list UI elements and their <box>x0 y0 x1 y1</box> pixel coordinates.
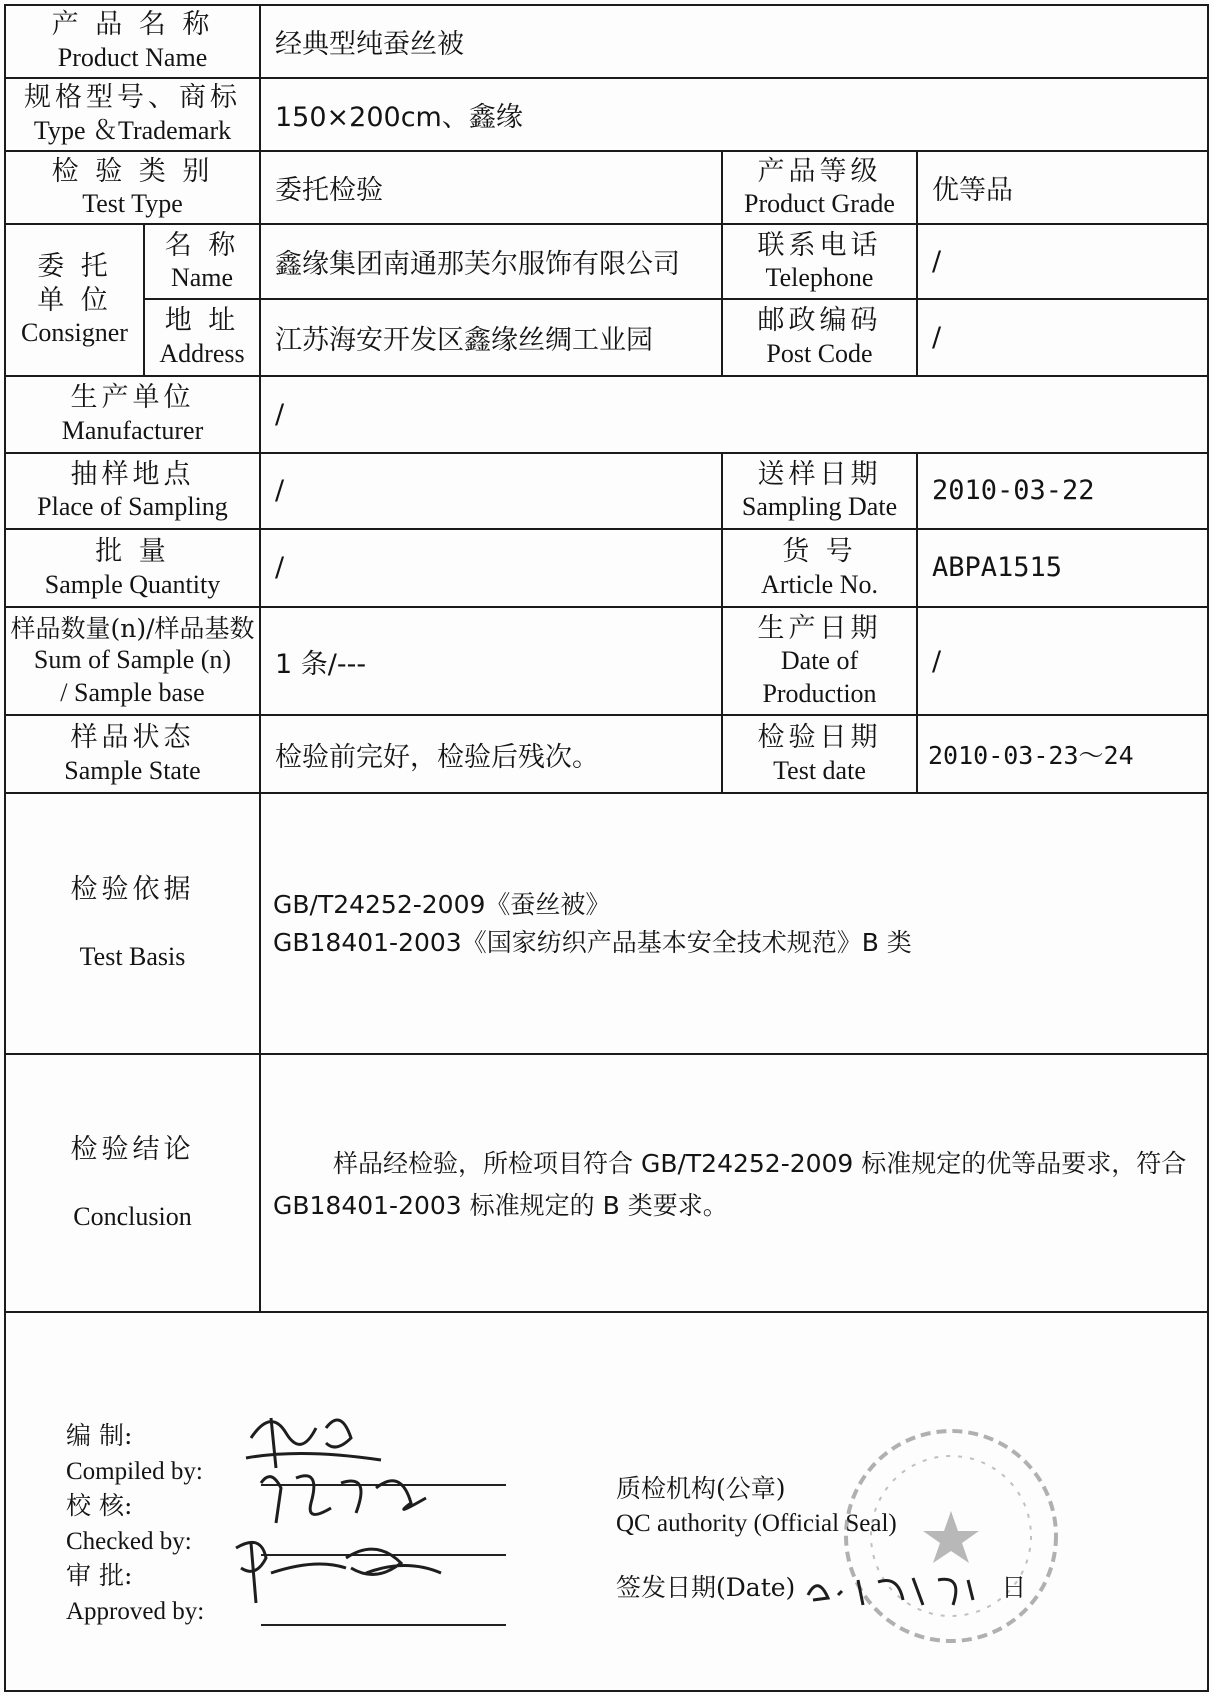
sample-state-label <box>5 715 260 793</box>
row-test-type <box>5 151 1208 224</box>
label-zh: 样品状态 <box>70 722 195 754</box>
test-basis-line: GB18401-2003《国家纺织产品基本安全技术规范》B 类 <box>273 927 912 957</box>
label-zh: 产品等级 <box>757 155 882 187</box>
checked-zh-label: 校 核: <box>66 1491 133 1521</box>
type-trademark-value: 150×200cm、鑫缘 <box>260 78 1208 151</box>
sample-quantity-label <box>5 529 260 607</box>
sum-of-sample-label <box>5 607 260 715</box>
official-seal-icon <box>836 1421 1066 1651</box>
compiled-zh-label: 编 制: <box>66 1421 133 1451</box>
checked-by-label: Checked by: <box>66 1528 192 1556</box>
row-consigner-address <box>5 299 1208 375</box>
conclusion-text: 样品经检验，所检项目符合 GB/T24252-2009 标准规定的优等品要求，符合 GB18401-2003 标准规定的 B 类要求。 <box>273 1148 1187 1221</box>
label-zh: 检验结论 <box>70 1133 195 1165</box>
label-zh: 邮政编码 <box>757 305 882 337</box>
label-zh: 批 量 <box>95 535 170 567</box>
label-en: Sample Quantity <box>44 569 221 599</box>
label-en: Conclusion <box>73 1201 192 1231</box>
label-zh: 送样日期 <box>757 458 882 490</box>
label-zh: 检 验 类 别 <box>51 155 214 187</box>
sampling-date-value: 2010-03-22 <box>917 453 1208 529</box>
post-code-label <box>722 299 917 375</box>
signature-area <box>5 1312 1208 1691</box>
row-sample-state <box>5 715 1208 793</box>
conclusion-label <box>5 1054 260 1312</box>
label-zh: 检验日期 <box>757 722 882 754</box>
label-zh: 检验依据 <box>70 874 195 906</box>
approved-by-label: Approved by: <box>66 1598 205 1626</box>
issue-date-line <box>616 1568 1026 1610</box>
label-en: Address <box>159 339 245 369</box>
label-en: Sample State <box>64 755 201 785</box>
row-sampling <box>5 453 1208 529</box>
product-grade-label <box>722 151 917 224</box>
manufacturer-label <box>5 376 260 453</box>
product-name-value: 经典型纯蚕丝被 <box>260 5 1208 78</box>
label-en: Test date <box>773 755 866 785</box>
consigner-address-label <box>144 299 260 375</box>
row-product-name <box>5 5 1208 78</box>
conclusion-value <box>260 1054 1208 1312</box>
label-en: Consigner <box>21 318 128 348</box>
consigner-label <box>5 224 144 375</box>
label-en: Date of <box>780 646 859 676</box>
row-sample-quantity <box>5 529 1208 607</box>
label-zh: 名 称 <box>164 229 240 261</box>
consigner-address-value: 江苏海安开发区鑫缘丝绸工业园 <box>260 299 722 375</box>
approved-signature-line <box>261 1624 506 1626</box>
article-no-label <box>722 529 917 607</box>
label-zh: 联系电话 <box>757 229 882 261</box>
label-en: / Sample base <box>60 677 205 707</box>
telephone-value: / <box>917 224 1208 299</box>
label-en: Article No. <box>761 569 878 599</box>
article-no-value: ABPA1515 <box>917 529 1208 607</box>
label-en: Test Basis <box>79 942 186 972</box>
row-signatures <box>5 1312 1208 1691</box>
manufacturer-value: / <box>260 376 1208 453</box>
date-of-production-value: / <box>917 607 1208 715</box>
test-basis-line: GB/T24252-2009《蚕丝被》 <box>273 890 611 920</box>
label-en: Sum of Sample (n) <box>33 645 232 675</box>
test-date-label <box>722 715 917 793</box>
issue-date-suffix: 日 <box>1001 1573 1027 1603</box>
row-sum-of-sample <box>5 607 1208 715</box>
label-en: Sampling Date <box>741 492 898 522</box>
test-type-value: 委托检验 <box>260 151 722 224</box>
row-type-trademark <box>5 78 1208 151</box>
label-en: Telephone <box>765 263 874 293</box>
approved-signature-icon <box>226 1528 456 1608</box>
consigner-name-label <box>144 224 260 299</box>
qc-authority-en: QC authority (Official Seal) <box>616 1510 897 1538</box>
label-zh: 样品数量(n)/样品基数 <box>10 613 255 643</box>
label-zh: 单 位 <box>37 284 112 316</box>
label-zh: 抽样地点 <box>70 458 195 490</box>
type-trademark-label <box>5 78 260 151</box>
qc-authority-zh: 质检机构(公章) <box>616 1474 786 1504</box>
label-en: Post Code <box>766 339 873 369</box>
sum-of-sample-value: 1 条/--- <box>260 607 722 715</box>
row-consigner-name <box>5 224 1208 299</box>
sampling-date-label <box>722 453 917 529</box>
place-of-sampling-label <box>5 453 260 529</box>
label-zh: 产 品 名 称 <box>51 9 214 41</box>
label-en: Product Name <box>57 43 208 73</box>
label-en: Product Grade <box>744 189 895 219</box>
label-zh: 生产单位 <box>70 381 195 413</box>
consigner-name-value: 鑫缘集团南通那芙尔服饰有限公司 <box>260 224 722 299</box>
label-zh: 委 托 <box>37 250 112 282</box>
sample-state-value: 检验前完好，检验后残次。 <box>260 715 722 793</box>
test-basis-label <box>5 793 260 1053</box>
date-of-production-label <box>722 607 917 715</box>
row-test-basis <box>5 793 1208 1053</box>
handwritten-date-icon <box>803 1570 993 1610</box>
row-conclusion <box>5 1054 1208 1312</box>
compiled-by-label: Compiled by: <box>66 1458 203 1486</box>
label-zh: 生产日期 <box>757 612 882 644</box>
product-name-label <box>5 5 260 78</box>
test-type-label <box>5 151 260 224</box>
label-en: Manufacturer <box>61 415 204 445</box>
product-grade-value: 优等品 <box>917 151 1208 224</box>
post-code-value: / <box>917 299 1208 375</box>
label-en: Production <box>762 678 877 708</box>
label-zh: 地 址 <box>164 305 240 337</box>
place-of-sampling-value: / <box>260 453 722 529</box>
inspection-report-table <box>4 4 1209 1692</box>
approved-zh-label: 审 批: <box>66 1561 133 1591</box>
label-zh: 规格型号、商标 <box>24 82 241 114</box>
label-en: Place of Sampling <box>37 492 228 522</box>
issue-date-label: 签发日期(Date) <box>616 1573 796 1603</box>
telephone-label <box>722 224 917 299</box>
label-en: Type ＆Trademark <box>33 116 232 146</box>
test-basis-value <box>260 793 1208 1053</box>
checked-signature-icon <box>251 1463 451 1533</box>
test-date-value: 2010-03-23～24 <box>917 715 1208 793</box>
row-manufacturer <box>5 376 1208 453</box>
label-zh: 货 号 <box>782 535 857 567</box>
sample-quantity-value: / <box>260 529 722 607</box>
label-en: Name <box>170 263 234 293</box>
label-en: Test Type <box>82 189 183 219</box>
